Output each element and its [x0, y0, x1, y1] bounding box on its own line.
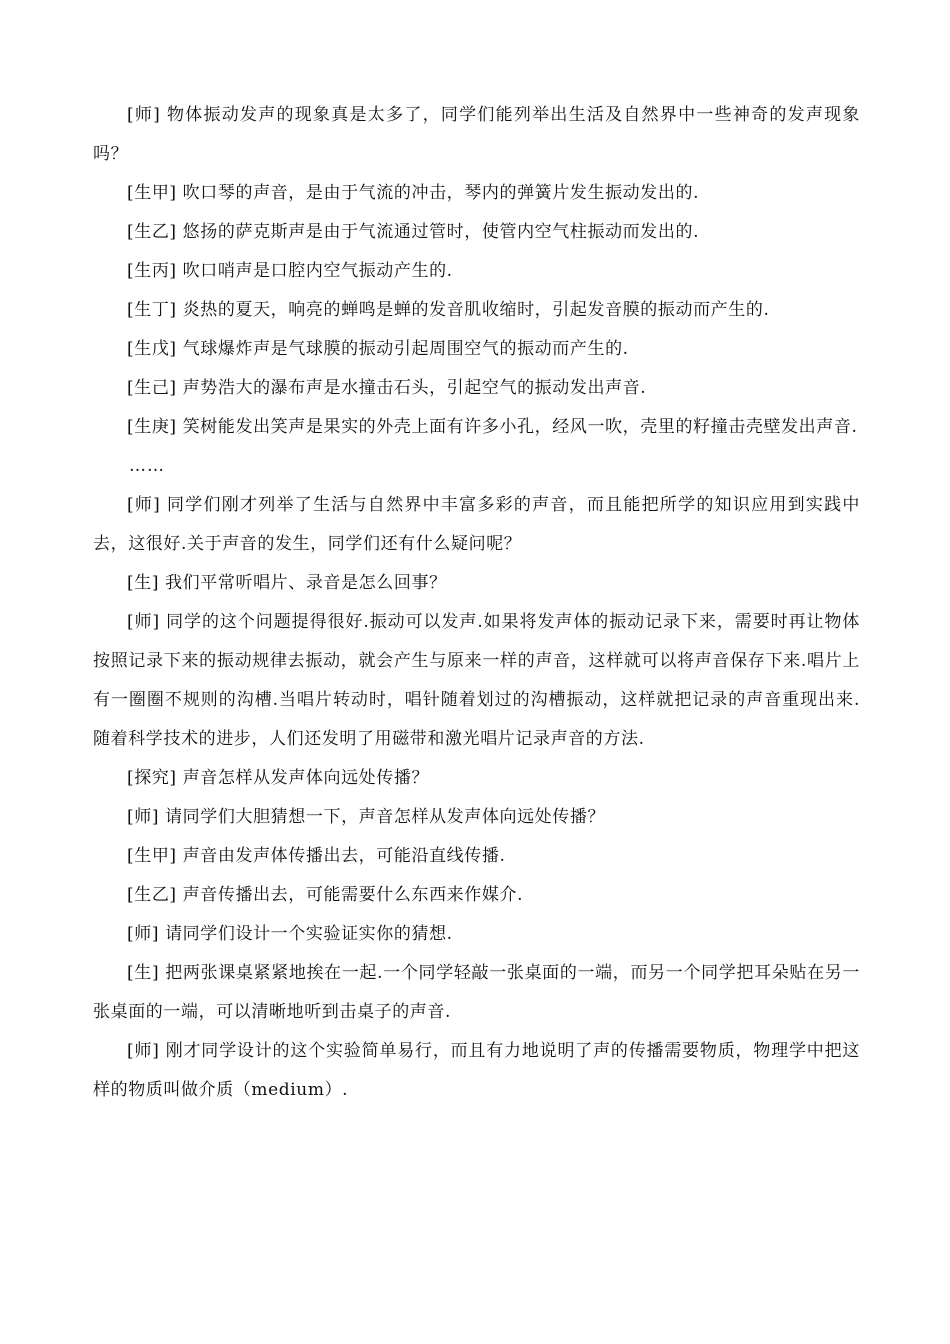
paragraph-teacher-guess: [师] 请同学们大胆猜想一下，声音怎样从发声体向远处传播？: [127, 807, 606, 827]
paragraph-teacher-medium-definition: [师] 刚才同学设计的这个实验简单易行，而且有力地说明了声的传播需要物质，物理学中把这样的物质叫做介质（medium）.: [93, 1041, 860, 1100]
paragraph-student-jia-straight-line: [生甲] 声音由发声体传播出去，可能沿直线传播.: [127, 846, 506, 866]
paragraph-student-ji-waterfall: [生己] 声势浩大的瀑布声是水撞击石头，引起空气的振动发出声音.: [127, 378, 647, 398]
paragraph-student-ding-cicada: [生丁] 炎热的夏天，响亮的蝉鸣是蝉的发音肌收缩时，引起发音膜的振动而产生的.: [127, 300, 770, 320]
paragraph-student-desk-experiment: [生] 把两张课桌紧紧地挨在一起.一个同学轻敲一张桌面的一端，而另一个同学把耳朵贴在另一张桌面的一端，可以清晰地听到击桌子的声音.: [93, 963, 860, 1022]
paragraph-student-question-records: [生] 我们平常听唱片、录音是怎么回事？: [127, 573, 447, 593]
paragraph-student-geng-laughing-tree: [生庚] 笑树能发出笑声是果实的外壳上面有许多小孔，经风一吹，壳里的籽撞击壳壁发出声音.: [127, 417, 858, 437]
paragraph-student-wu-balloon: [生戊] 气球爆炸声是气球膜的振动引起周围空气的振动而产生的.: [127, 339, 629, 359]
paragraph-teacher-records-explanation: [师] 同学的这个问题提得很好.振动可以发声.如果将发声体的振动记录下来，需要时再让物体按照记录下来的振动规律去振动，就会产生与原来一样的声音，这样就可以将声音保存下来.唱片上有一圈圈不规则的沟槽.当唱片转动时，唱针随着划过的沟槽振动，这样就把记录的声音重现出来.随着科学技术的进步，人们还发明了用磁带和激光唱片记录声音的方法.: [93, 612, 860, 749]
paragraph-student-yi-saxophone: [生乙] 悠扬的萨克斯声是由于气流通过管时，使管内空气柱振动而发出的.: [127, 222, 700, 242]
paragraph-teacher-summary: [师] 同学们刚才列举了生活与自然界中丰富多彩的声音，而且能把所学的知识应用到实践中去，这很好.关于声音的发生，同学们还有什么疑问呢？: [93, 495, 860, 554]
ellipsis: ……: [129, 456, 165, 476]
paragraph-inquiry-sound-propagation: [探究] 声音怎样从发声体向远处传播？: [127, 768, 430, 788]
paragraph-teacher-intro: [师] 物体振动发声的现象真是太多了，同学们能列举出生活及自然界中一些神奇的发声现象吗？: [93, 105, 860, 164]
paragraph-student-yi-medium: [生乙] 声音传播出去，可能需要什么东西来作媒介.: [127, 885, 524, 905]
paragraph-student-bing-whistle: [生丙] 吹口哨声是口腔内空气振动产生的.: [127, 261, 453, 281]
paragraph-teacher-design-experiment: [师] 请同学们设计一个实验证实你的猜想.: [127, 924, 453, 944]
paragraph-student-jia-harmonica: [生甲] 吹口琴的声音，是由于气流的冲击，琴内的弹簧片发生振动发出的.: [127, 183, 700, 203]
